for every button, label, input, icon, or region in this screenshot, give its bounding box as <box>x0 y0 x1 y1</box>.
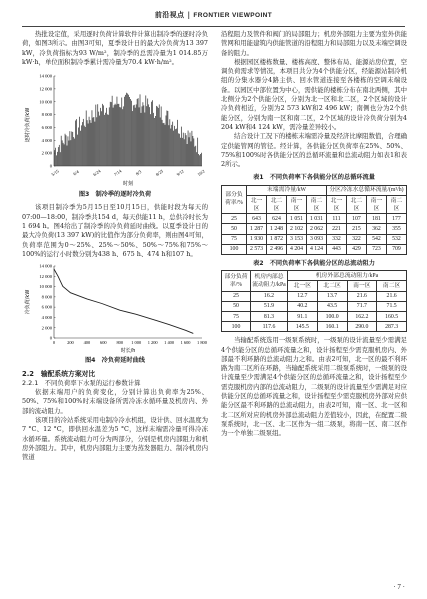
table-1-cell: 100 <box>222 244 247 254</box>
figure-4-yticks <box>39 264 55 341</box>
figure-4-caption: 图4 冷负荷延时曲线 <box>85 357 145 365</box>
table-1 <box>221 185 407 255</box>
table-2-cell: 145.5 <box>288 322 318 332</box>
left-column <box>22 30 208 463</box>
table-1-zone: 北二区 <box>346 195 366 213</box>
table-1-cell: 2 573 <box>247 244 267 254</box>
table-2-cell: 117.6 <box>251 322 288 332</box>
figure-4-curve <box>54 269 193 333</box>
table-1-row <box>222 234 407 244</box>
table-1-head-rate: 部分负荷率/% <box>222 185 247 213</box>
table-1-cell: 429 <box>346 244 366 254</box>
table-2-cell: 16.2 <box>251 291 288 301</box>
table-1-cell: 643 <box>247 214 267 224</box>
table-1-cell: 25 <box>222 214 247 224</box>
section-title: 2.2 输配系统方案对比 <box>22 369 96 378</box>
page-header <box>0 10 427 24</box>
table-1-cell: 50 <box>222 224 247 234</box>
xtick-label: 10/2 <box>196 168 206 178</box>
table-2-cell: 100 <box>222 322 251 332</box>
header-title-cn: 前沿视点 <box>154 11 185 19</box>
table-1-cell: 322 <box>346 234 366 244</box>
table-1-cell: 111 <box>326 214 346 224</box>
table-1-head-flow: 分区冷冻水总循环流量/(m³/h) <box>326 185 406 195</box>
table-2-cell: 160.5 <box>377 311 407 321</box>
table-2-cell: 13.7 <box>317 291 347 301</box>
right-column <box>221 30 407 439</box>
table-2-cell: 25 <box>222 291 251 301</box>
ytick-label: 14 000 <box>39 263 52 269</box>
table-2-cell: 91.1 <box>288 311 318 321</box>
table-1-caption: 表1 不同负荷率下各供能分区的总循环流量 <box>253 174 375 182</box>
table-2-head-outer: 机房外部总流动阻力/kPa <box>288 271 407 281</box>
table-1-zone: 南一区 <box>287 195 307 213</box>
xtick-label: 1 200 <box>147 340 158 346</box>
table-1-cell: 4 204 <box>287 244 307 254</box>
table-1-cell: 177 <box>386 214 406 224</box>
table-1-cell: 221 <box>326 224 346 234</box>
table-2-zone: 南二区 <box>377 281 407 291</box>
ytick-label: 2 000 <box>41 325 52 331</box>
xtick-label: 0 <box>52 340 56 346</box>
table-1-cell: 2 062 <box>306 224 326 234</box>
table-2-zone: 北二区 <box>317 281 347 291</box>
xtick-label: 1 600 <box>180 340 191 346</box>
table-2-cell: 75 <box>222 311 251 321</box>
table-1-row <box>222 224 407 234</box>
ytick-label: 4 000 <box>41 138 52 144</box>
table-1-cell: 542 <box>366 234 386 244</box>
xtick-label: 1 000 <box>131 340 142 346</box>
xtick-label: 400 <box>83 340 91 346</box>
table-2-caption: 表2 不同负荷率下各供能分区的总流动阻力 <box>253 259 375 267</box>
table-1-cell: 443 <box>326 244 346 254</box>
table-2-cell: 50 <box>222 301 251 311</box>
table-1-cell: 3 093 <box>306 234 326 244</box>
xtick-label: 9/12 <box>175 168 185 178</box>
table-2-zone: 北一区 <box>288 281 318 291</box>
ytick-label: 4 000 <box>41 315 52 321</box>
figure-3-yticks <box>39 74 55 169</box>
header-separator: | <box>187 10 191 19</box>
table-2-cell: 43.5 <box>317 301 347 311</box>
table-1-cell: 709 <box>386 244 406 254</box>
left-paragraph-3: 依据末端用户的负荷变化，分别计算出负荷率为25%、50%、75%和100%时末端设备所需冷冻水循环量及机房内、外部的流动阻力。 <box>22 388 208 415</box>
xtick-label: 200 <box>67 340 74 346</box>
table-2-cell: 21.6 <box>347 291 377 301</box>
xtick-label: 5/15 <box>50 168 60 178</box>
header-rule <box>22 26 405 27</box>
table-2-cell: 71.7 <box>347 301 377 311</box>
figure-4-xlabel: 时长/h <box>120 348 136 355</box>
table-1-cell: 624 <box>267 214 287 224</box>
header-title-en: FRONTIER VIEWPOINT <box>193 12 273 19</box>
figure-3-xticks <box>51 168 206 177</box>
left-paragraph-1: 热批设定值，采用逐时负荷计算软件计算出制冷季的逐时冷负荷，如图3所示。由图3可知，夏季设计日的最大冷负荷为13 397 kW，冷负荷指标为93 W/m²，制冷季的总需冷量为1 014.85万kW·h，单位面积制冷季累计需冷量为70.4 kW·h/m²。 <box>22 30 208 66</box>
table-1-zone: 南二区 <box>306 195 326 213</box>
table-1-cell: 1 287 <box>247 224 267 234</box>
table-2-cell: 290.0 <box>347 322 377 332</box>
table-2-row <box>222 301 407 311</box>
xtick-label: 6/4 <box>72 169 80 177</box>
figure-3-caption: 图3 制冷季的逐时冷负荷 <box>78 191 152 199</box>
table-1-cell: 532 <box>386 234 406 244</box>
table-1-cell: 2 102 <box>287 224 307 234</box>
ytick-label: 0 <box>49 163 52 169</box>
table-2-head-inner: 机房内部总流动阻力/kPa <box>251 271 288 291</box>
figure-4 <box>22 262 208 365</box>
table-1-cell: 1 930 <box>247 234 267 244</box>
figure-3-xlabel: 时刻 <box>122 181 134 188</box>
table-1-row <box>222 214 407 224</box>
table-1-cell: 4 124 <box>306 244 326 254</box>
table-1-cell: 355 <box>386 224 406 234</box>
table-1-cell: 3 153 <box>287 234 307 244</box>
subsection-title: 2.2.1 不同负荷率下水泵的运行参数计算 <box>22 378 141 387</box>
figure-3-series <box>54 93 201 166</box>
table-2-cell: 81.3 <box>251 311 288 321</box>
xtick-label: 8/3 <box>134 169 143 177</box>
table-2-cell: 21.6 <box>377 291 407 301</box>
ytick-label: 6 000 <box>41 305 52 311</box>
table-1-cell: 723 <box>366 244 386 254</box>
right-paragraph-3: 结合设计工况下的楼栋末端需冷量及经济比摩阻数值，合理确定供能管网的管径。经计算，各供能分区负荷率在25%、50%、75%和100%时各供能分区的总循环流量和总流动阻力如表1和表2所示。 <box>221 132 407 169</box>
table-2-row <box>222 322 407 332</box>
figure-4-chart <box>22 262 208 354</box>
table-1-zone: 北二区 <box>267 195 287 213</box>
figure-3-ylabel: 逐时冷负荷/kW <box>25 107 31 143</box>
xtick-label: 1 400 <box>164 340 175 346</box>
ytick-label: 10 000 <box>39 284 52 290</box>
ytick-label: 14 000 <box>39 73 52 79</box>
table-2-cell: 160.1 <box>317 322 347 332</box>
table-1-cell: 75 <box>222 234 247 244</box>
xtick-label: 1 800 <box>197 340 207 346</box>
left-paragraph-2: 该项目制冷季为5月15日至10月15日，供能时段为每天的07:00—18:00，制冷季共154 d，每天供能11 h，总供冷时长为1 694 h。图4给出了制冷季的冷负荷延时曲线。以夏季设计日的最大冷负荷(13 397 kW)的比值作为部分负荷率，则由图4可知，负荷率范围为0～25%、25%～50%、50%～75%和75%～100%的运行小时数分别为438 h、675 h、474 h和107 h。 <box>22 203 208 258</box>
table-1-zone: 南二区 <box>386 195 406 213</box>
table-1-cell: 181 <box>366 214 386 224</box>
table-1-row <box>222 244 407 254</box>
ytick-label: 6 000 <box>41 125 52 131</box>
table-1-cell: 1 031 <box>306 214 326 224</box>
right-paragraph-4: 当输配系统选用一级泵系统时，一级泵的设计流量至少需满足4个供能分区的总循环流量之和，设计扬程至少需克服机房内、外部最不利环路的总流动阻力之和。由表2可知，北一区的最不利环路为南二区所在环路，当输配系统采用二级泵系统时，一级泵的设计流量至少需满足4个供能分区的总循环流量之和，设计扬程至少需克服机房内部的总流动阻力，二级泵的设计流量至少需满足对应供能分区的总循环流量之和，设计扬程至少需克服机房外部对应供能分区最不利环路的总流动阻力，由表2可知，南一区、北一区和北二区所对应的机房外部总流动阻力差值较小，因此，在配置二级泵系统时，北一区、北二区作为一组二级泵，将南一区、南二区作为一个单独二级泵组。 <box>221 336 407 438</box>
table-1-body <box>222 214 407 255</box>
xtick-label: 6/24 <box>92 168 102 178</box>
table-2-cell: 40.2 <box>288 301 318 311</box>
table-2-row <box>222 291 407 301</box>
table-2-zone: 南一区 <box>347 281 377 291</box>
table-2-head-rate: 部分负荷率/% <box>222 271 251 291</box>
table-2-body <box>222 291 407 332</box>
figure-3-chart <box>22 70 208 188</box>
xtick-label: 7/14 <box>113 168 123 178</box>
table-2-cell: 100.0 <box>317 311 347 321</box>
ytick-label: 12 000 <box>39 274 52 280</box>
right-paragraph-2: 根据园区楼栋数量、楼栋高度、整体布局、能源站房位置，空调负荷需求等情况，本项目共分为4个供能分区，经能源站制冷机组的分集水器分4路主供、回水管道连接至各楼栋的空调末端设备。以园区中部位置为中心，需供能的楼栋分布在南北两侧，其中北侧分为2个供能分区，分别为北一区和北二区，2个区域的设计冷负荷相近，分别为2 573 kW和2 496 kW；南侧也分为2个供能分区，分别为南一区和南二区，2个区域的设计冷负荷分别为4 204 kW和4 124 kW，需冷量差异较小。 <box>221 57 407 131</box>
table-1-cell: 1 872 <box>267 234 287 244</box>
ytick-label: 12 000 <box>39 86 52 92</box>
xtick-label: 8/23 <box>154 168 165 178</box>
left-paragraph-4: 该项目的冷站系统采用电制冷冷水机组，设计供、回水温度为7 °C、12 °C，即供回水温差为5 °C，这样末端需冷量可得冷冻水循环量。系统流动阻力可分为两部分，分别是机房内部阻力和机房外部阻力。其中，机房内部阻力主要为蒸发器阻力、制冷机房内管道 <box>22 416 208 462</box>
ytick-label: 8 000 <box>41 112 52 118</box>
table-2-cell: 287.3 <box>377 322 407 332</box>
table-2-cell: 162.2 <box>347 311 377 321</box>
figure-4-xticks <box>53 340 208 345</box>
table-1-zone: 北一区 <box>326 195 346 213</box>
table-1-zone: 南一区 <box>366 195 386 213</box>
table-1-head-end: 末端需冷量/kW <box>247 185 327 195</box>
table-2-cell: 71.5 <box>377 301 407 311</box>
table-2-cell: 12.7 <box>288 291 318 301</box>
table-2-row <box>222 311 407 321</box>
ytick-label: 0 <box>49 335 52 341</box>
table-1-cell: 332 <box>326 234 346 244</box>
ytick-label: 10 000 <box>39 99 52 105</box>
table-1-zone: 北一区 <box>247 195 267 213</box>
xtick-label: 800 <box>116 340 124 346</box>
table-1-cell: 1 051 <box>287 214 307 224</box>
table-1-cell: 362 <box>366 224 386 234</box>
table-2 <box>221 270 407 332</box>
table-1-cell: 2 496 <box>267 244 287 254</box>
table-1-cell: 1 248 <box>267 224 287 234</box>
page-number: · 7 · <box>393 583 405 591</box>
table-1-cell: 215 <box>346 224 366 234</box>
figure-3 <box>22 70 208 199</box>
ytick-label: 2 000 <box>41 150 52 156</box>
xtick-label: 600 <box>100 340 107 346</box>
right-paragraph-1: 沿程阻力及管件和阀门的局部阻力；机房外部阻力主要为室外供能管网和用能建筑内供能管道的沿程阻力和局部阻力以及末端空调设备的阻力。 <box>221 30 407 57</box>
figure-4-ylabel: 冷负荷/kW <box>25 290 31 315</box>
table-1-cell: 107 <box>346 214 366 224</box>
ytick-label: 8 000 <box>41 294 52 300</box>
table-2-cell: 51.9 <box>251 301 288 311</box>
